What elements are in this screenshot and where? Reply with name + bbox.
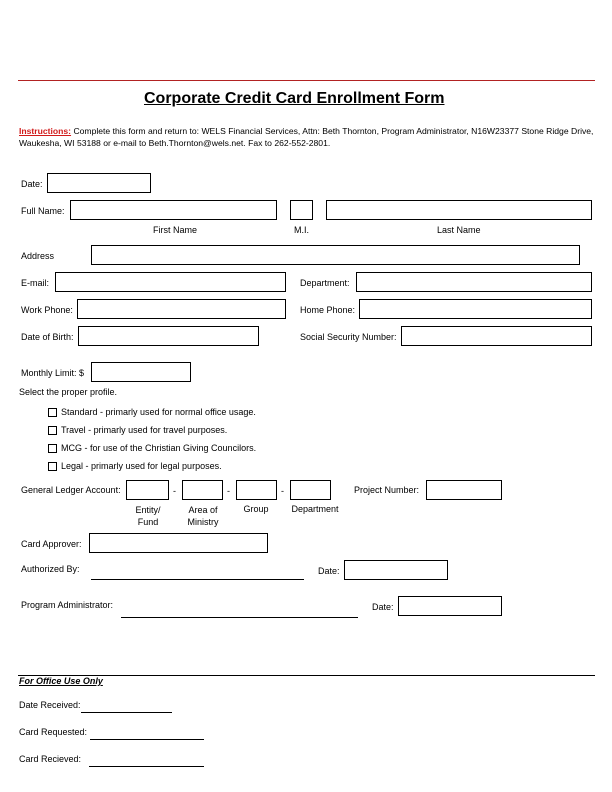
gl-area-caption: [180, 504, 226, 528]
email-field[interactable]: [55, 272, 286, 292]
address-field[interactable]: [91, 245, 580, 265]
program-admin-label: Program Administrator:: [21, 600, 114, 610]
dob-field[interactable]: [78, 326, 259, 346]
office-use-heading: For Office Use Only: [19, 676, 103, 686]
card-requested-line[interactable]: [90, 726, 204, 740]
ssn-label: Social Security Number:: [300, 332, 397, 342]
gl-entity-caption-line2: Fund: [137, 517, 159, 527]
last-name-caption: Last Name: [437, 225, 481, 235]
ssn-field[interactable]: [401, 326, 592, 346]
gl-group-caption: Group: [243, 504, 269, 514]
top-divider: [18, 80, 595, 81]
last-name-field[interactable]: [326, 200, 592, 220]
office-divider: [18, 675, 595, 676]
home-phone-field[interactable]: [359, 299, 592, 319]
gl-entity-caption: [126, 504, 170, 528]
instructions-label: Instructions:: [19, 126, 72, 136]
profile-label-legal: Legal - primarly used for legal purposes.: [61, 461, 222, 471]
gl-account-label: General Ledger Account:: [21, 485, 121, 495]
instructions: [19, 125, 604, 149]
monthly-limit-label: Monthly Limit: $: [21, 368, 85, 378]
card-requested-label: Card Requested:: [19, 727, 88, 737]
profile-checkbox-standard[interactable]: [48, 408, 57, 417]
gl-dash: -: [281, 486, 284, 496]
project-number-label: Project Number:: [354, 485, 420, 495]
program-admin-line[interactable]: [121, 604, 358, 618]
project-number-field[interactable]: [426, 480, 502, 500]
first-name-caption: First Name: [153, 225, 198, 235]
gl-entity-caption-line1: Entity/: [135, 505, 161, 515]
full-name-label: Full Name:: [21, 206, 65, 216]
profile-checkbox-travel[interactable]: [48, 426, 57, 435]
card-approver-field[interactable]: [89, 533, 268, 553]
gl-department-caption: Department: [291, 504, 339, 514]
date-received-label: Date Received:: [19, 700, 81, 710]
authorized-date-label: Date:: [318, 566, 340, 576]
date-label: Date:: [21, 179, 43, 189]
profile-label-travel: Travel - primarly used for travel purposes.: [61, 425, 228, 435]
authorized-by-line[interactable]: [91, 566, 304, 580]
profile-label-standard: Standard - primarly used for normal office usage.: [61, 407, 256, 417]
profile-checkbox-legal[interactable]: [48, 462, 57, 471]
dob-label: Date of Birth:: [21, 332, 74, 342]
date-field[interactable]: [47, 173, 151, 193]
address-label: Address: [21, 251, 55, 261]
gl-area-caption-line1: Area of: [188, 505, 218, 515]
home-phone-label: Home Phone:: [300, 305, 356, 315]
instructions-text: Complete this form and return to: WELS Financial Services, Attn: Beth Thornton, Program Administrator, N16W23377 Stone Ridge Drive, Waukesha, WI 53188 or e-mail to Beth.Thornton@wels.net. Fax to 262-552-2801.: [19, 126, 594, 148]
gl-area-field[interactable]: [182, 480, 223, 500]
mi-caption: M.I.: [294, 225, 309, 235]
form-title: Corporate Credit Card Enrollment Form: [144, 90, 445, 107]
profile-label-mcg: MCG - for use of the Christian Giving Councilors.: [61, 443, 257, 453]
card-received-label: Card Recieved:: [19, 754, 82, 764]
select-profile-label: Select the proper profile.: [19, 387, 118, 397]
department-field[interactable]: [356, 272, 592, 292]
authorized-date-field[interactable]: [344, 560, 448, 580]
profile-checkbox-mcg[interactable]: [48, 444, 57, 453]
gl-department-field[interactable]: [290, 480, 331, 500]
gl-dash: -: [227, 486, 230, 496]
gl-dash: -: [173, 486, 176, 496]
program-admin-date-label: Date:: [372, 602, 394, 612]
monthly-limit-field[interactable]: [91, 362, 191, 382]
card-received-line[interactable]: [89, 753, 204, 767]
email-label: E-mail:: [21, 278, 50, 288]
mi-field[interactable]: [290, 200, 313, 220]
gl-entity-field[interactable]: [126, 480, 169, 500]
card-approver-label: Card Approver:: [21, 539, 82, 549]
date-received-line[interactable]: [81, 699, 172, 713]
gl-area-caption-line2: Ministry: [187, 517, 219, 527]
program-admin-date-field[interactable]: [398, 596, 502, 616]
work-phone-label: Work Phone:: [21, 305, 73, 315]
work-phone-field[interactable]: [77, 299, 286, 319]
department-label: Department:: [300, 278, 350, 288]
gl-group-field[interactable]: [236, 480, 277, 500]
first-name-field[interactable]: [70, 200, 277, 220]
authorized-by-label: Authorized By:: [21, 564, 80, 574]
